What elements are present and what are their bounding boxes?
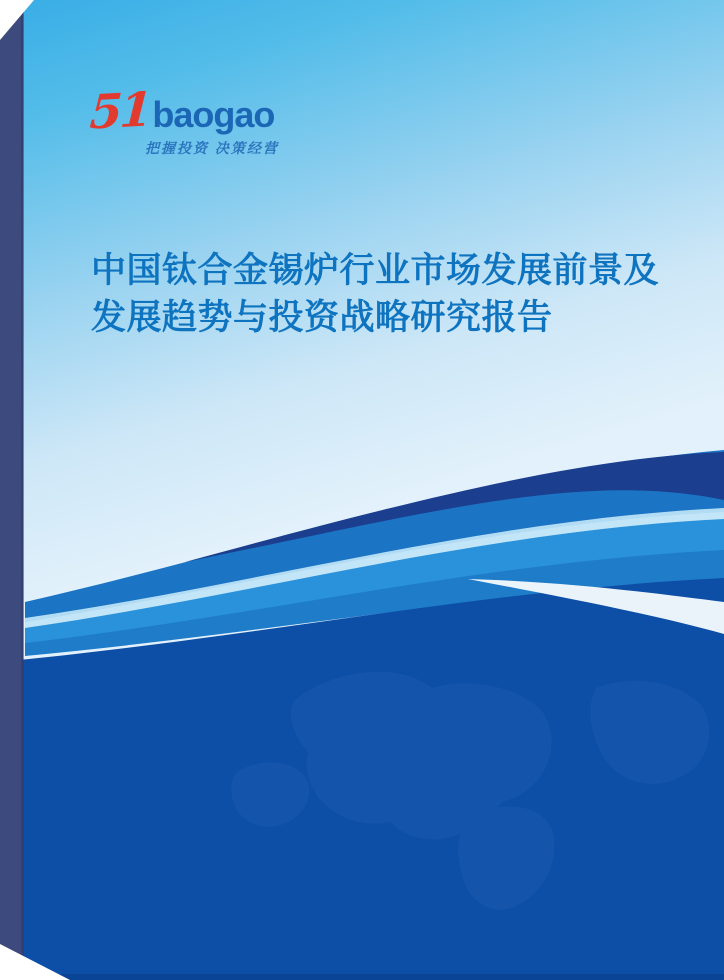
report-title-line1: 中国钛合金锡炉行业市场发展前景及 <box>91 251 660 290</box>
brand-name-baogao: baogao <box>152 94 275 135</box>
brand-logo <box>88 82 279 158</box>
brand-prefix-51: 51 <box>88 82 151 141</box>
brand-tagline: 把握投资 决策经营 <box>145 140 279 156</box>
brand-wordmark <box>88 82 279 141</box>
report-title-line2: 发展趋势与投资战略研究报告 <box>91 298 553 337</box>
report-title <box>91 247 691 341</box>
